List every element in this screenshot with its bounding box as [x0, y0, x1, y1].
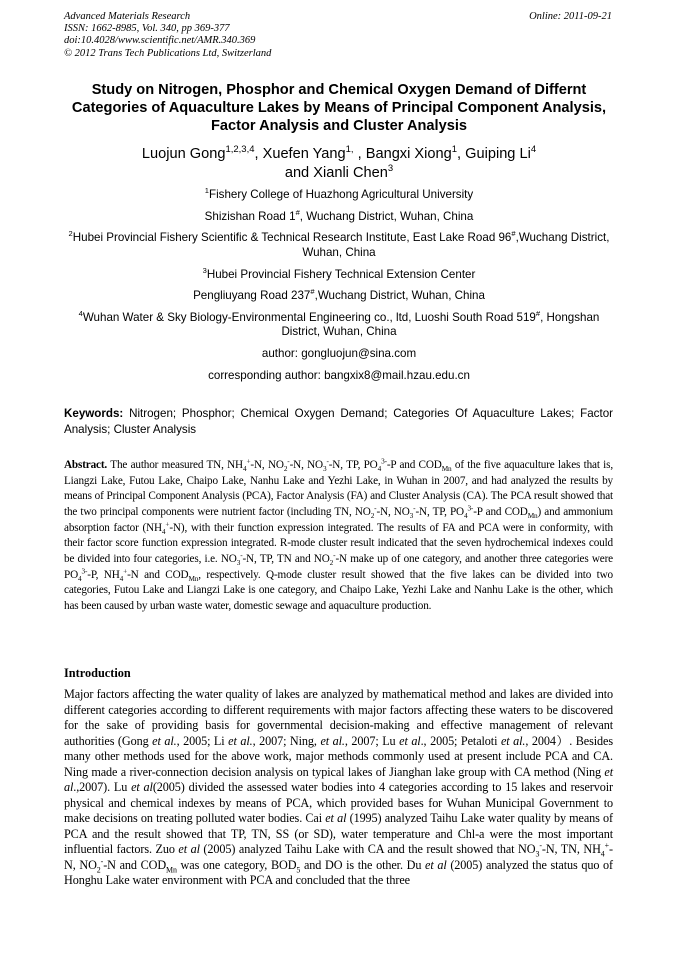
journal-header	[64, 11, 612, 60]
author-name: and Xianli Chen	[284, 165, 388, 181]
author-name: Luojun Gong	[141, 146, 226, 162]
journal-name: Advanced Materials Research	[64, 11, 191, 22]
author-affiliation-mark: 1,2,3,4	[225, 144, 255, 156]
author-affiliation-mark: 1,	[345, 144, 354, 156]
introduction-heading: Introduction	[64, 666, 131, 680]
online-date: Online: 2011-09-21	[529, 11, 612, 22]
author-name: , Xuefen Yang	[254, 146, 346, 162]
doi-line: doi:10.4028/www.scientific.net/AMR.340.369	[64, 35, 256, 47]
affiliation-4: $^4$Wuhan Water & Sky Biology-Environmental Engineering co., ltd, Luoshi South Road 519#, Hongshan District, Wuhan, China	[78, 309, 600, 339]
issn-line: ISSN: 1662-8985, Vol. 340, pp 369-377	[64, 23, 230, 35]
introduction-paragraph: Major factors affecting the water quality of lakes are analyzed by mathematical method and lakes are divided into different categories according to different requirements with major factors affecting these waters to be discovered for the sake of providing basis for governmental decision-making and effective management of relevant authorities (Gong et al., 2005; Li et al., 2007; Ning, et al., 2007; Lu et al., 2005; Petaloti et al., 2004）. Besides many other methods used for the above work, major methods commonly used at present include PCA and CA. Ning made a river-connection decision analysis on typical lakes of Jianghan lake group with CA method (Ning et al.,2007). Lu et al(2005) divided the assessed water bodies into 4 categories according to 15 lakes and reservoir physical and chemical indexes by means of PCA, which provided bases for Wuhan Municipal Government to make decisions on treating polluted water bodies. Cai et al (1995) analyzed Taihu Lake water quality by means of PCA and the result showed that TP, TN, SS (or SD), water temperature and Chl-a were the most important influential factors. Zuo et al (2005) analyzed Taihu Lake with CA and the result showed that $NO_3^--N$, TN, $NH_4^+-N$, $NO_2^--N$ and $COD_{Mn}$ was one category, $BOD_5$ and DO is the other. Du et al (2005) analyzed the status quo of Honghu Lake water environment with PCA and concluded that the three	[64, 687, 614, 887]
keywords	[64, 406, 613, 437]
corresponding-author-email: corresponding author: bangxix8@mail.hzau.edu.cn	[208, 368, 470, 382]
keywords-text: Nitrogen; Phosphor; Chemical Oxygen Demand; Categories Of Aquaculture Lakes; Factor Analysis; Cluster Analysis	[64, 407, 613, 436]
author-list	[60, 145, 618, 183]
paper-title: Study on Nitrogen, Phosphor and Chemical Oxygen Demand of Differnt Categories of Aquaculture Lakes by Means of Principal Component Analysis, Factor Analysis and Cluster Analysis	[71, 82, 607, 134]
abstract-label: Abstract.	[64, 459, 108, 471]
affiliation-3-line-1: $^3$Hubei Provincial Fishery Technical Extension Center	[202, 265, 476, 281]
author-name: , Bangxi Xiong	[353, 146, 452, 162]
author-affiliation-mark: 3	[387, 163, 394, 175]
author-name: , Guiping Li	[457, 146, 531, 162]
affiliation-1-line-1: $^1$Fishery College of Huazhong Agricultural University	[204, 186, 474, 201]
affiliation-2: $^2$Hubei Provincial Fishery Scientific & Technical Research Institute, East Lake Road 96#,Wuchang District, Wuhan, China	[68, 229, 610, 259]
abstract-text: The author measured TN, $NH_4^+-N$, $NO_2^--N$, $NO_3^--N$, TP, $PO_4^{3-}-P$ and $COD_{Mn}$ of the five aquaculture lakes that is, Liangzi Lake, Futou Lake, Chaipo Lake, Nanhu Lake and Yezhi Lake, in Wuhan in 2007, and had analyzed the results by means of Principal Component Analysis (PCA), Factor Analysis (FA) and Cluster Analysis (CA). The PCA result showed that the two principal components were nutrient factor (including TN, $NO_2^--N$, $NO_3^--N$, TP, $PO_4^{3-}-P$ and $COD_{Mn}$) and ammonium absorption factor $(NH_4^+-N)$, with their function expression integrated. The results of FA and PCA were in conformity, with their factor score function expression integrated. R-mode cluster result indicated that the seven hydrochemical indexes could be divided into four categories, i.e. $NO_3^--N$, TP, TN and $NO_2^--N$ make up of one category, and another three categories were $PO_4^{3-}-P$, $NH_4^+-N$ and $COD_{Mn}$, respectively. Q-mode cluster result showed that the five lakes can be divided into two categories, Futou Lake and Liangzi Lake is one category, and Chaipo Lake, Yezhi Lake and Nanhu Lake is the other, which has been caused by urban waste water, domestic sewage and aquaculture production.	[64, 457, 613, 612]
author-email: author: gongluojun@sina.com	[261, 347, 417, 361]
keywords-label: Keywords:	[64, 407, 124, 420]
affiliation-3-line-2: Pengliuyang Road 237#,Wuchang District, Wuhan, China	[193, 287, 485, 303]
abstract	[64, 458, 613, 615]
affiliations	[62, 188, 616, 391]
copyright-line: © 2012 Trans Tech Publications Ltd, Switzerland	[64, 47, 272, 59]
author-affiliation-mark: 1	[451, 144, 458, 156]
affiliation-1-line-2: Shizishan Road 1#, Wuchang District, Wuhan, China	[204, 207, 474, 223]
author-affiliation-mark: 4	[530, 144, 537, 156]
